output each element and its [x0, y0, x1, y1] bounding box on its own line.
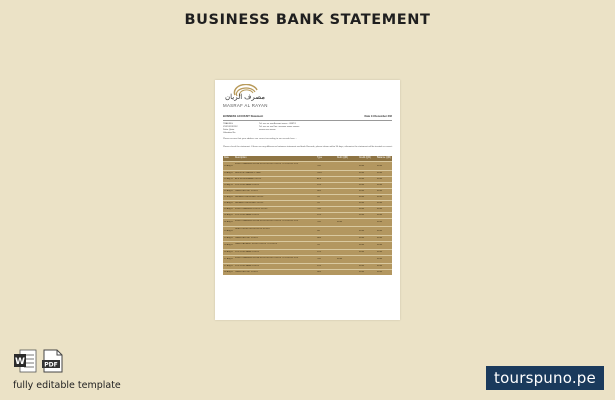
cell-balance: 00.00 — [377, 214, 383, 217]
statement-type: BUSINESS ACCOUNT Statement — [223, 115, 264, 118]
cell-date: 10 Aug 21 — [224, 164, 234, 167]
account-line: Doha Qatar — [223, 129, 235, 131]
cell-type: TFR — [317, 221, 322, 224]
cell-date: 17 Aug 21 — [224, 265, 234, 268]
cell-balance: 00.00 — [377, 178, 383, 181]
cell-description: POS PURCHASE XXXXX — [235, 250, 260, 253]
cell-type: TFR — [317, 208, 322, 211]
cell-description: POS PURCHASE XXXXX — [235, 183, 260, 186]
cell-credit: 00.00 — [359, 190, 365, 193]
cell-description: FUND TRANSFER FROM XXXXXXXXXX XXXXX TO XXXXXX XXX — [235, 162, 299, 165]
cell-type: DEP — [317, 190, 322, 193]
cell-credit: 00.00 — [359, 184, 365, 187]
logo-arabic-text: مصرف الريان — [225, 94, 266, 101]
cell-description: CASH DEPOSIT XXXXX — [235, 189, 258, 192]
cell-credit: 00.00 — [359, 208, 365, 211]
cell-type: DEP — [317, 271, 322, 274]
cell-date: 17 Aug 21 — [224, 258, 234, 261]
cell-balance: 00.00 — [377, 271, 383, 274]
cell-description: FUND TRANSFER FROM XXXXXXXXXX XXXXX TO XXXXXX XXX — [235, 219, 299, 222]
account-line: Valuation No — [223, 132, 236, 134]
cell-description: PAYMENT RECEIVED XXXXX — [235, 201, 264, 204]
cell-type: CR — [317, 196, 321, 199]
cell-type: DEP — [317, 237, 322, 240]
brand-badge[interactable]: tourspuno.pe — [486, 366, 604, 390]
cell-type: CR — [317, 244, 321, 247]
cell-date: 14 Aug 21 — [224, 214, 234, 217]
cell-balance: 00.00 — [377, 196, 383, 199]
cell-description: CASH DEPOSIT XXXXX — [235, 236, 258, 239]
account-line: xxxxxx xxx xxxxx — [259, 129, 276, 131]
cell-type: POS — [317, 265, 322, 268]
account-line: TRADING — [223, 123, 233, 125]
column-header: Balance (QR) — [377, 157, 391, 159]
table-row — [223, 255, 392, 263]
cell-credit: 00.00 — [359, 172, 365, 175]
cell-description: ATM WITHDRAWAL XXXXX — [235, 177, 262, 180]
cell-date: 18 Aug 21 — [224, 271, 234, 274]
column-header: Credit (QR) — [359, 157, 371, 159]
cell-description: POS PURCHASE XXXXX — [235, 264, 260, 267]
column-header: Date — [224, 157, 229, 159]
statement-header-row — [223, 115, 392, 121]
cell-date: 16 Aug 21 — [224, 251, 234, 254]
cell-balance: 00.00 — [377, 202, 383, 205]
cell-date: 12 Aug 21 — [224, 190, 234, 193]
word-icon — [13, 349, 37, 373]
cell-debit: 00.00 — [337, 258, 343, 261]
cell-type: POS — [317, 184, 322, 187]
statement-note: Please ensure that your address are correct according to our records here ... — [223, 138, 298, 140]
cell-date: 10 Aug 21 — [224, 172, 234, 175]
cell-date: 11 Aug 21 — [224, 178, 234, 181]
cell-balance: 00.00 — [377, 208, 383, 211]
cell-balance: 00.00 — [377, 164, 383, 167]
cell-description: SERVICE CHARGE PYMNT — [235, 171, 262, 174]
cell-balance: 00.00 — [377, 237, 383, 240]
cell-type: CR — [317, 202, 321, 205]
cell-balance: 00.00 — [377, 265, 383, 268]
cell-debit: 00.00 — [337, 221, 343, 224]
table-row — [223, 269, 392, 275]
pdf-icon-label: PDF — [44, 361, 58, 369]
pdf-icon — [42, 349, 64, 373]
cell-credit: 00.00 — [359, 202, 365, 205]
cell-type: DR — [317, 229, 321, 232]
cell-type: POS — [317, 214, 322, 217]
statement-note-2: Please check the statement. If there are any differences between statement and bank Records, please inform within 30 days, otherwise the statement will be treated as correct. — [223, 146, 393, 148]
cell-date: 12 Aug 21 — [224, 196, 234, 199]
cell-description: FUND TRANSFER FROM XXXXXXXXXX XXXXX TO XXXXXX XXX — [235, 256, 299, 259]
cell-description: CARD PAYMENT XXXXX XXXXX TO XXXXX — [235, 242, 278, 245]
account-line: Tel: xxx xx xxx Account xxxxx : 0987/1 — [259, 123, 296, 125]
logo-english-text: MASRAF AL RAYAN — [223, 103, 268, 108]
cell-description: POS PURCHASE XXXXX — [235, 213, 260, 216]
cell-balance: 00.00 — [377, 184, 383, 187]
cell-credit: 00.00 — [359, 244, 365, 247]
cell-credit: 00.00 — [359, 251, 365, 254]
table-row — [223, 241, 392, 249]
cell-credit: 00.00 — [359, 214, 365, 217]
cell-balance: 00.00 — [377, 244, 383, 247]
column-header: Debit (QR) — [337, 157, 348, 159]
cell-type: CHG — [317, 172, 322, 175]
word-icon-letter: W — [15, 357, 25, 367]
account-details-left — [223, 123, 238, 135]
cell-date: 13 Aug 21 — [224, 202, 234, 205]
cell-credit: 00.00 — [359, 178, 365, 181]
cell-balance: 00.00 — [377, 258, 383, 261]
column-header: Description — [235, 157, 247, 159]
cell-date: 11 Aug 21 — [224, 184, 234, 187]
account-line: XXXXXXXXXX — [223, 126, 238, 128]
account-line: Tel: xxx xx xxx Fax: xxxxxxx xxxxx xxxxxx — [259, 126, 300, 128]
cell-balance: 00.00 — [377, 251, 383, 254]
cell-description: CASH DEPOSIT XXXXX — [235, 270, 258, 273]
cell-type: POS — [317, 251, 322, 254]
table-row — [223, 218, 392, 226]
cell-date: 15 Aug 21 — [224, 237, 234, 240]
cell-description: DEBIT FROM XXXXXXXXXX XXXXX — [235, 227, 270, 230]
cell-credit: 00.00 — [359, 237, 365, 240]
editable-template-label: fully editable template — [13, 380, 121, 391]
cell-type: ATM — [317, 178, 322, 181]
cell-type: TFR — [317, 164, 322, 167]
cell-date: 16 Aug 21 — [224, 244, 234, 247]
cell-balance: 00.00 — [377, 172, 383, 175]
statement-document — [215, 80, 400, 320]
cell-balance: 00.00 — [377, 221, 383, 224]
cell-type: TFR — [317, 258, 322, 261]
transactions-table — [223, 156, 392, 275]
table-row — [223, 226, 392, 235]
cell-balance: 00.00 — [377, 190, 383, 193]
cell-date: 13 Aug 21 — [224, 208, 234, 211]
cell-credit: 00.00 — [359, 271, 365, 274]
column-header: Type — [317, 157, 322, 159]
page-title: BUSINESS BANK STATEMENT — [184, 12, 431, 28]
table-row — [223, 161, 392, 170]
cell-credit: 00.00 — [359, 164, 365, 167]
cell-description: PAYMENT RECEIVED XXXXX — [235, 195, 264, 198]
cell-date: 14 Aug 21 — [224, 221, 234, 224]
cell-credit: 00.00 — [359, 196, 365, 199]
cell-date: 15 Aug 21 — [224, 229, 234, 232]
cell-credit: 00.00 — [359, 229, 365, 232]
table-body — [223, 161, 392, 275]
statement-date: Date 14 December 202 — [364, 115, 392, 118]
account-details-right — [259, 123, 299, 132]
cell-credit: 00.00 — [359, 265, 365, 268]
cell-balance: 00.00 — [377, 229, 383, 232]
cell-description: FUND TRANSFER XXXXX XXXXX — [235, 207, 268, 210]
